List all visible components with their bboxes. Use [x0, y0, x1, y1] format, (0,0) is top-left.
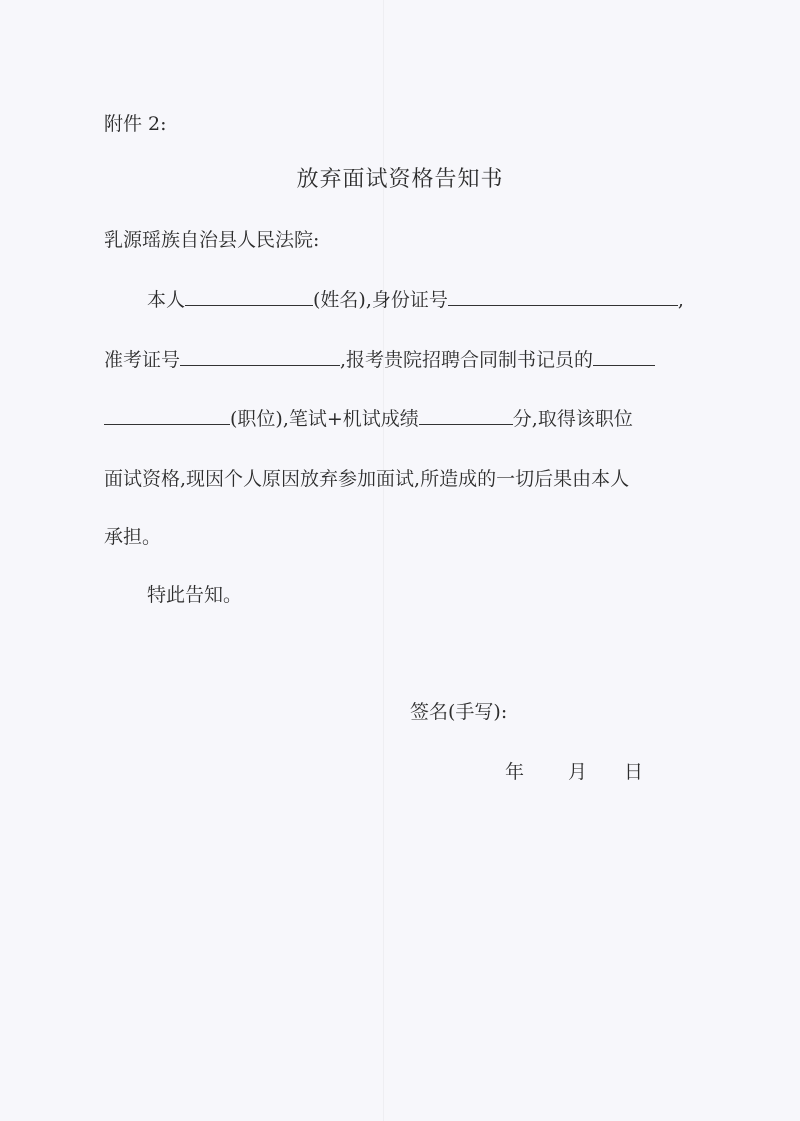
score-unit-text: 分,取得该职位	[512, 408, 633, 430]
line-end-comma: ,	[677, 289, 684, 311]
attachment-label: 附件 2:	[104, 113, 167, 135]
body-line-2	[104, 347, 655, 373]
exam-number-blank[interactable]	[180, 347, 340, 366]
date-day: 日	[624, 761, 644, 783]
document-title: 放弃面试资格告知书	[296, 167, 504, 192]
exam-number-label: 准考证号	[104, 349, 181, 371]
id-number-label: ,身份证号	[365, 289, 448, 311]
id-number-blank[interactable]	[448, 287, 678, 306]
self-label: 本人	[147, 289, 186, 311]
apply-text: ,报考贵院招聘合同制书记员的	[340, 349, 594, 371]
closing-text: 特此告知。	[147, 584, 243, 606]
date-month: 月	[568, 761, 588, 783]
date-year: 年	[505, 761, 525, 783]
name-blank[interactable]	[185, 287, 313, 306]
body-line-3	[104, 406, 633, 432]
name-hint: (姓名)	[313, 289, 366, 311]
position-score-text: (职位),笔试+机试成绩	[230, 408, 419, 430]
body-line-1	[147, 287, 684, 313]
score-blank[interactable]	[419, 406, 513, 425]
signature-label: 签名(手写):	[410, 701, 508, 723]
position-blank[interactable]	[104, 406, 230, 425]
addressee: 乳源瑶族自治县人民法院:	[104, 229, 320, 251]
body-line-4: 面试资格,现因个人原因放弃参加面试,所造成的一切后果由本人	[104, 468, 630, 490]
position-blank-start[interactable]	[593, 347, 655, 366]
body-line-5: 承担。	[104, 526, 162, 548]
